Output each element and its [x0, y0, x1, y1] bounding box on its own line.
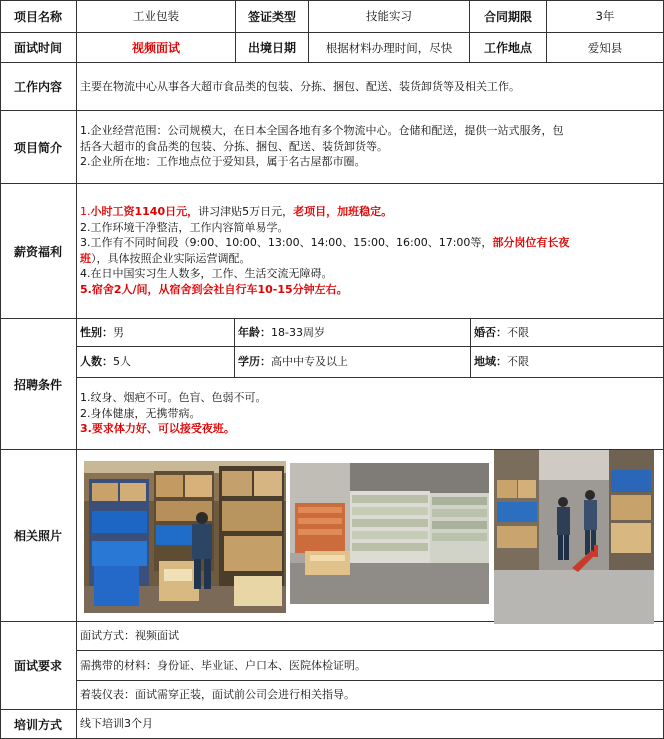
interview-dress: 着装仪表：面试需穿正装，面试前公司会进行相关指导。	[77, 681, 664, 710]
interview-time-value: 视频面试	[77, 33, 236, 63]
contract-value: 3年	[547, 0, 664, 33]
project-name-value: 工业包装	[77, 0, 236, 33]
departure-value: 根据材料办理时间，尽快	[309, 33, 470, 63]
project-intro-text	[77, 111, 664, 184]
salary-line-4: 4.在日中国实习生人数多，工作、生活交流无障碍。	[80, 267, 333, 280]
photos-label: 相关照片	[0, 450, 77, 622]
interview-label: 面试要求	[0, 622, 77, 710]
project-intro-label: 项目简介	[0, 111, 77, 184]
warehouse-shelves-photo	[84, 461, 286, 613]
recruit-line-3: 3.要求体力好、可以接受夜班。	[80, 422, 235, 435]
salary-line-5: 5.宿舍2人/间，从宿舍到会社自行车10-15分钟左右。	[80, 282, 348, 296]
salary-line-1: 1.小时工资1140日元，讲习津贴5万日元，老项目，加班稳定。	[80, 205, 393, 218]
salary-text	[77, 184, 664, 319]
location-label: 工作地点	[470, 33, 547, 63]
recruit-line-2: 2.身体健康，无携带病。	[80, 406, 201, 420]
marital-cell: 婚否： 不限	[471, 319, 664, 347]
project-name-label: 项目名称	[0, 0, 77, 33]
intro-line-1a: 1.企业经营范围：公司规模大，在日本全国各地有多个物流中心。仓储和配送，提供一站式服务，包	[80, 124, 564, 137]
departure-label: 出境日期	[236, 33, 309, 63]
salary-line-3: 3.工作有不同时间段（9:00、10:00、13:00、14:00、15:00、16:00、17:00等，部分岗位有长夜	[80, 236, 570, 249]
recruit-requirements	[77, 378, 664, 450]
training-text: 线下培训3个月	[77, 710, 664, 739]
salary-label: 薪资福利	[0, 184, 77, 319]
salary-line-3b: 班），具体按照企业实际运营调配。	[80, 251, 251, 265]
visa-type-label: 签证类型	[236, 0, 309, 33]
pallets-photo	[290, 463, 489, 604]
work-content-label: 工作内容	[0, 63, 77, 111]
intro-line-1b: 括各大超市的食品类的包装、分拣、捆包、配送、装货卸货等。	[80, 139, 388, 153]
interview-time-label: 面试时间	[0, 33, 77, 63]
recruit-line-1: 1.纹身、烟疤不可。色盲、色弱不可。	[80, 391, 267, 404]
training-label: 培训方式	[0, 710, 77, 739]
salary-line-2: 2.工作环境干净整洁，工作内容简单易学。	[80, 220, 289, 234]
region-cell: 地域： 不限	[471, 347, 664, 378]
location-value: 爱知县	[547, 33, 664, 63]
education-cell: 学历： 高中中专及以上	[235, 347, 471, 378]
count-cell: 人数： 5人	[77, 347, 235, 378]
warehouse-aisle-photo	[494, 450, 654, 624]
recruit-label: 招聘条件	[0, 319, 77, 450]
age-cell: 年龄： 18-33周岁	[235, 319, 471, 347]
interview-materials: 需携带的材料：身份证、毕业证、户口本、医院体检证明。	[77, 651, 664, 681]
visa-type-value: 技能实习	[309, 0, 470, 33]
intro-line-2: 2.企业所在地：工作地点位于爱知县，属于名古屋都市圈。	[80, 155, 366, 168]
gender-cell: 性别： 男	[77, 319, 235, 347]
interview-method: 面试方式：视频面试	[77, 622, 664, 651]
work-content-text: 主要在物流中心从事各大超市食品类的包装、分拣、捆包、配送、装货卸货等及相关工作。	[77, 63, 664, 111]
contract-label: 合同期限	[470, 0, 547, 33]
